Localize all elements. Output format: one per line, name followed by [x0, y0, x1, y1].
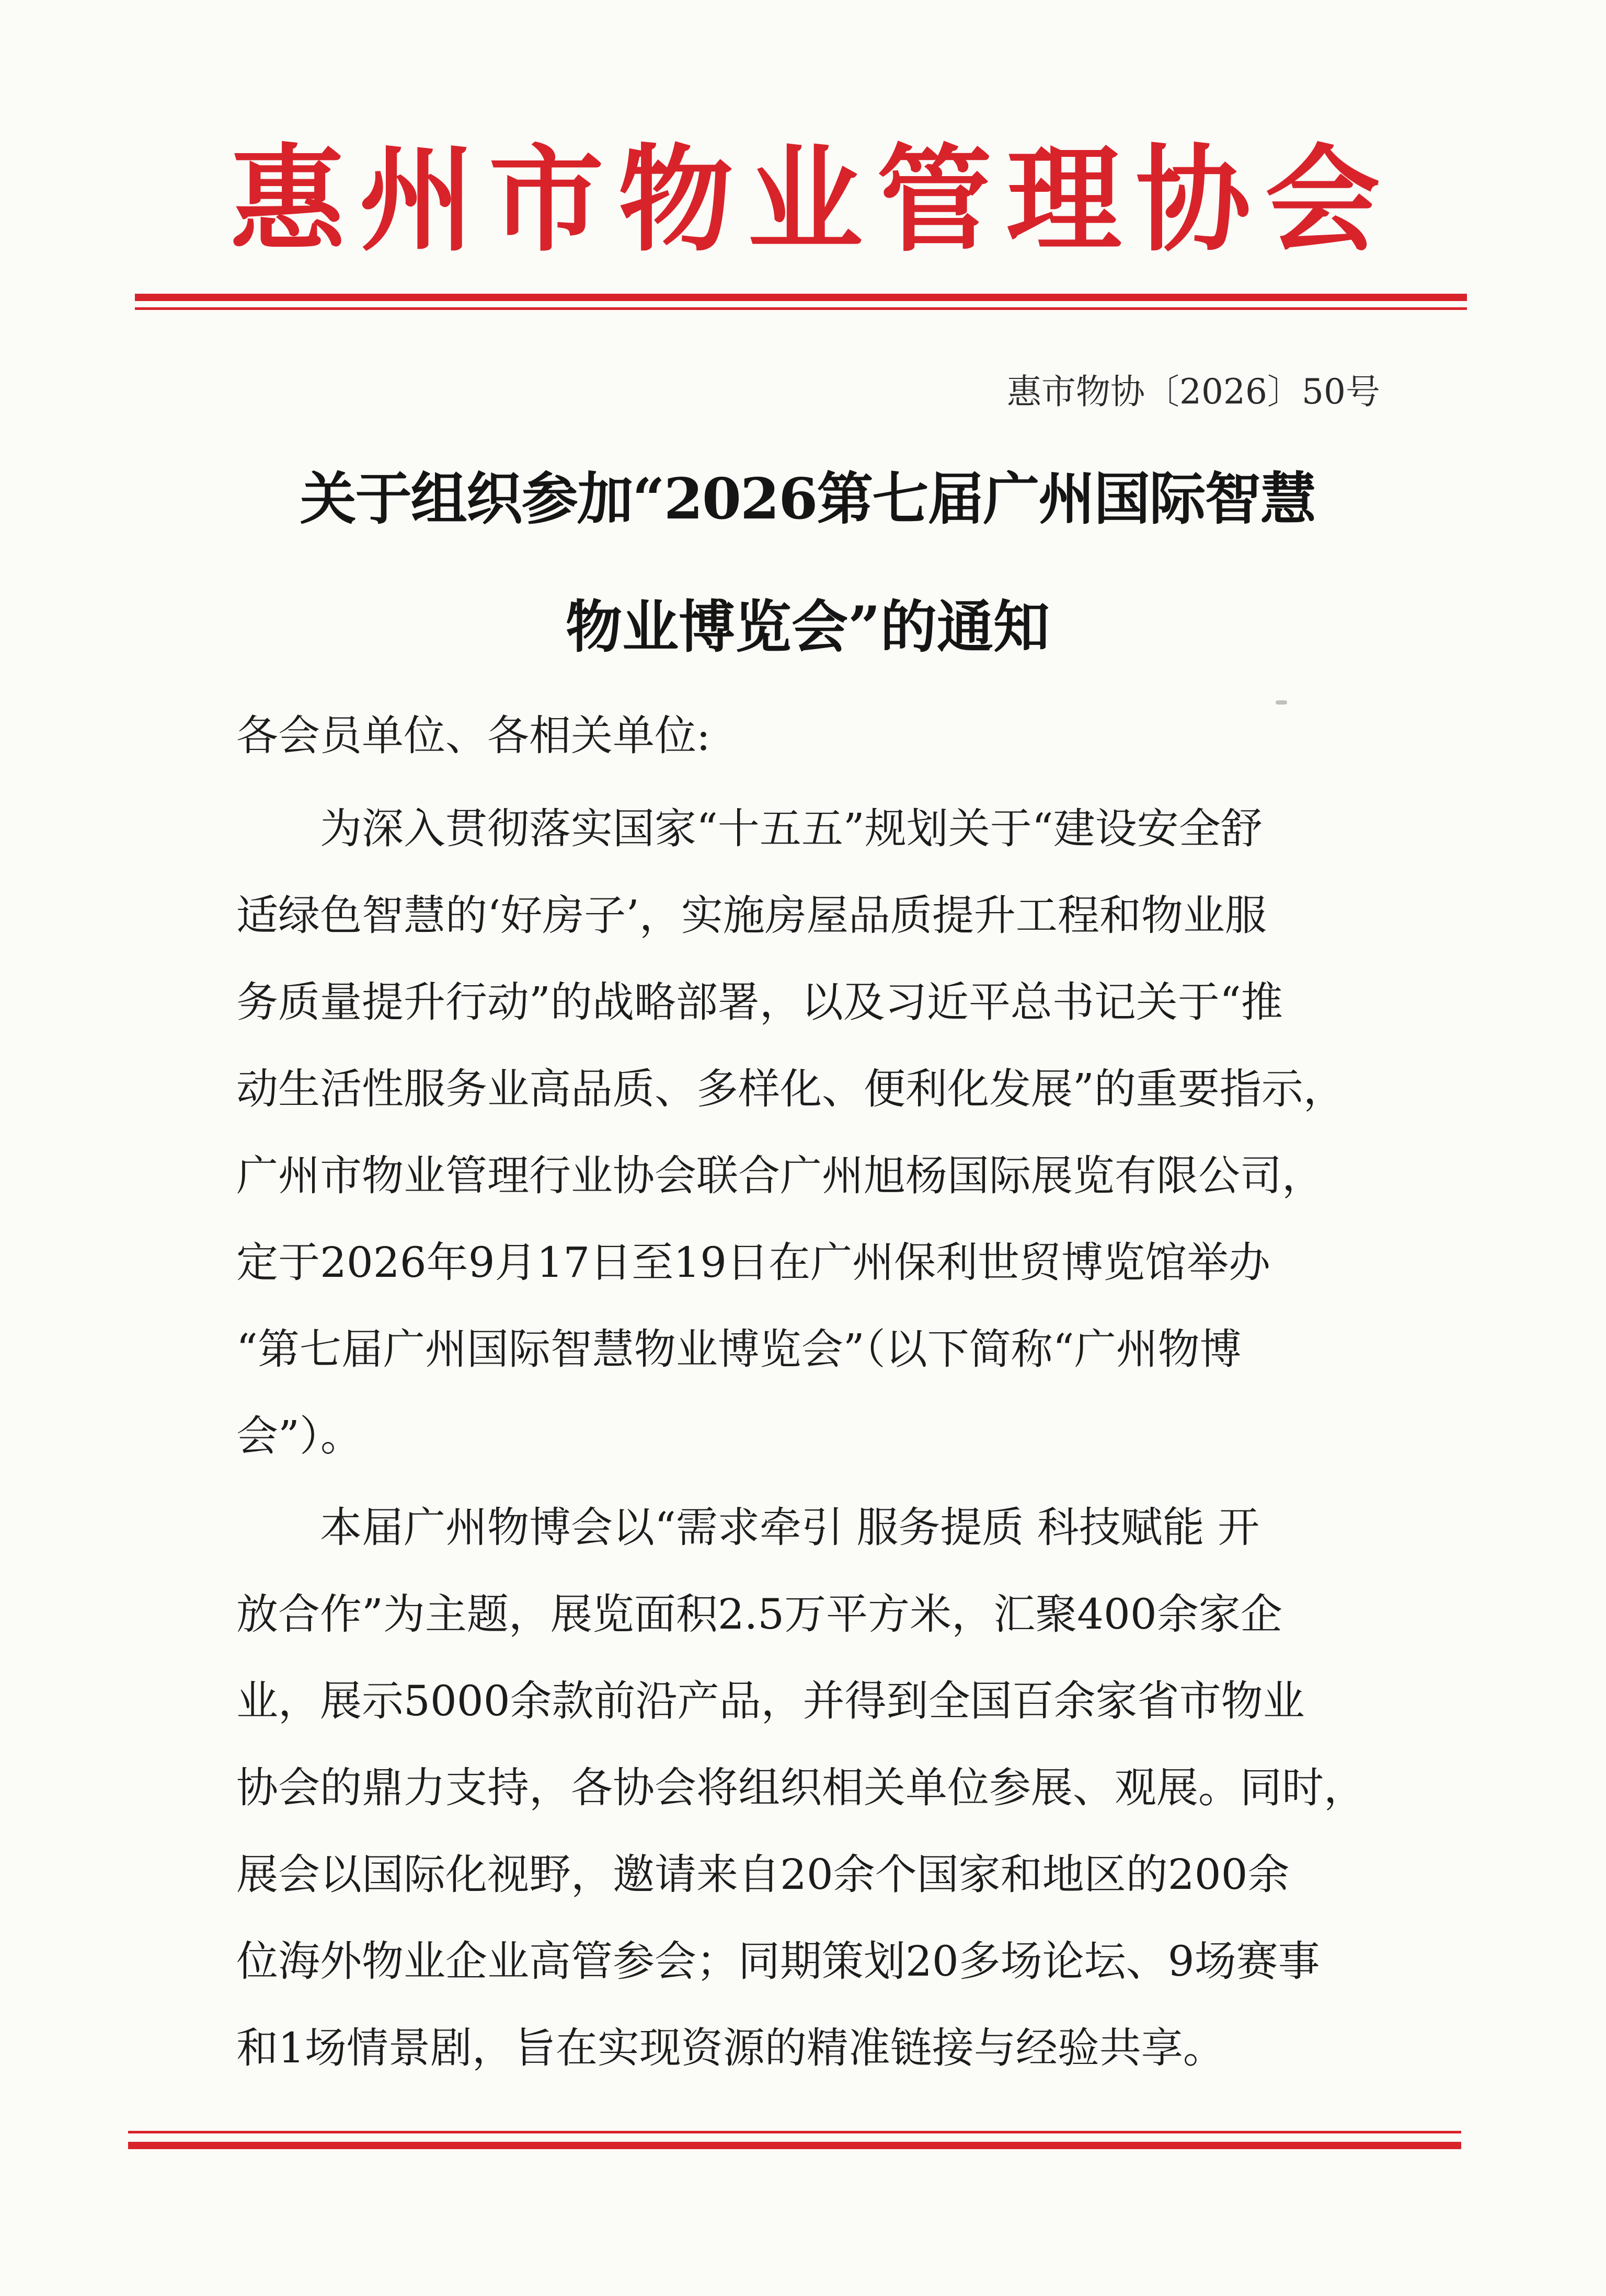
- letterhead-char: 会: [1265, 132, 1380, 267]
- paragraph-line: 位海外物业企业高管参会；同期策划20多场论坛、9场赛事: [236, 1937, 1320, 1986]
- document-title-line-2: 物业博览会”的通知: [565, 594, 1050, 660]
- paragraph-line: 适绿色智慧的‘好房子’，实施房屋品质提升工程和物业服: [236, 891, 1267, 940]
- document-title-line-1: 关于组织参加“2026第七届广州国际智慧: [300, 466, 1316, 532]
- letterhead-char: 惠: [230, 132, 346, 267]
- paragraph-line: 和1场情景剧，旨在实现资源的精准链接与经验共享。: [236, 2024, 1225, 2072]
- paragraph-line: 协会的鼎力支持，各协会将组织相关单位参展、观展。同时，: [236, 1763, 1366, 1812]
- paragraph-line: 展会以国际化视野，邀请来自20余个国家和地区的200余: [236, 1850, 1290, 1899]
- letterhead-char: 理: [1006, 132, 1121, 267]
- header-rule-thick: [135, 294, 1467, 301]
- paragraph-line: 动生活性服务业高品质、多样化、便利化发展”的重要指示，: [236, 1065, 1345, 1113]
- letterhead-title: [230, 132, 1380, 268]
- header-rule-thin: [135, 307, 1467, 310]
- paragraph-line: “第七届广州国际智慧物业博览会”（以下简称“广州物博: [236, 1325, 1242, 1374]
- letterhead-char: 市: [488, 132, 604, 267]
- paragraph-line: 为深入贯彻落实国家“十五五”规划关于“建设安全舒: [320, 804, 1263, 853]
- document-number: 惠市物协〔2026〕50号: [1007, 372, 1380, 412]
- paragraph-line: 务质量提升行动”的战略部署，以及习近平总书记关于“推: [236, 978, 1283, 1026]
- letterhead-char: 协: [1135, 132, 1251, 267]
- paragraph-line: 会”）。: [236, 1412, 362, 1460]
- salutation: 各会员单位、各相关单位:: [236, 711, 710, 760]
- letterhead-char: 物: [618, 132, 733, 267]
- paragraph-line: 本届广州物博会以“需求牵引 服务提质 科技赋能 开: [320, 1503, 1260, 1552]
- letterhead-char: 管: [877, 132, 992, 267]
- letterhead-char: 业: [747, 132, 863, 267]
- paragraph-line: 业，展示5000余款前沿产品，并得到全国百余家省市物业: [236, 1677, 1305, 1725]
- footer-rule-thick: [128, 2142, 1461, 2149]
- paragraph-line: 定于2026年9月17日至19日在广州保利世贸博览馆举办: [236, 1238, 1271, 1287]
- footer-rule-thin: [128, 2131, 1461, 2133]
- paragraph-line: 广州市物业管理行业协会联合广州旭杨国际展览有限公司，: [236, 1151, 1324, 1200]
- paragraph-line: 放合作”为主题，展览面积2.5万平方米，汇聚400余家企: [236, 1590, 1282, 1639]
- letterhead-char: 州: [359, 132, 475, 267]
- scan-speck: [1276, 700, 1287, 705]
